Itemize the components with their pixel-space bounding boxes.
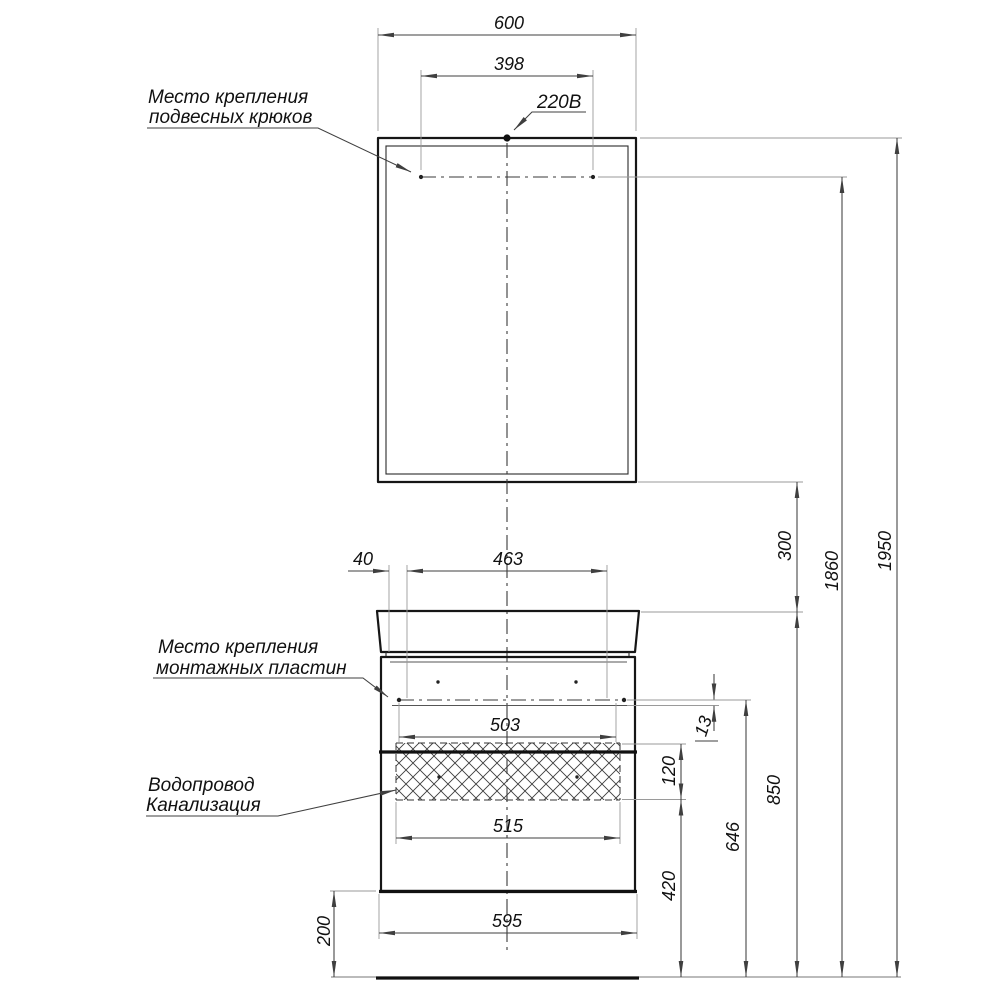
callout-hooks-line1: Место крепления <box>148 87 309 108</box>
dim-utility-zone-width-value: 515 <box>492 816 524 836</box>
dim-vanity-floor-gap <box>314 891 334 977</box>
plate-screw-left <box>436 680 439 683</box>
callout-power <box>514 92 586 130</box>
hook-point-left <box>419 175 423 179</box>
utility-zone <box>379 743 637 800</box>
dim-hook-spacing <box>421 54 593 76</box>
dim-utility-zone-height <box>659 744 681 800</box>
dim-hook-height-value: 1860 <box>822 550 842 592</box>
dim-plate-left-offset <box>348 549 389 571</box>
dim-total-height-value: 1950 <box>875 530 895 572</box>
dim-utility-zone-floor-offset <box>659 800 681 978</box>
dim-total-height <box>875 138 897 977</box>
dim-plate-line-floor-offset-value: 646 <box>723 821 743 853</box>
callout-plates-line2: монтажных пластин <box>156 658 347 679</box>
dim-plate-spacing-value: 463 <box>492 549 524 569</box>
callout-utilities-line2: Канализация <box>146 795 261 816</box>
callout-utilities <box>146 775 396 816</box>
dim-plate-zone-width-value: 503 <box>489 715 521 735</box>
dim-utility-zone-width <box>396 816 620 838</box>
floor <box>331 977 901 978</box>
dim-countertop-height <box>764 612 797 977</box>
dim-plate-left-offset-value: 40 <box>352 549 374 569</box>
dim-utility-zone-height-value: 120 <box>659 755 679 787</box>
utility-point-left <box>437 775 440 778</box>
dim-mirror-width-value: 600 <box>493 13 525 33</box>
plate-screw-right <box>574 680 577 683</box>
dim-mirror-to-vanity-gap-value: 300 <box>775 530 795 562</box>
dim-hook-spacing-value: 398 <box>493 54 525 74</box>
utility-point-right <box>575 775 578 778</box>
callout-hooks <box>147 87 411 172</box>
hook-point-right <box>591 175 595 179</box>
dim-plate-drop <box>691 674 718 741</box>
dim-vanity-width-value: 595 <box>491 911 523 931</box>
callout-hooks-leader <box>147 128 411 172</box>
plate-point-right <box>622 698 626 702</box>
plate-point-left <box>397 698 401 702</box>
dim-countertop-height-value: 850 <box>764 774 784 806</box>
dim-plate-zone-width <box>399 715 616 737</box>
callout-plates-leader <box>153 678 388 697</box>
callout-plates <box>153 637 388 697</box>
dim-plate-line-floor-offset <box>723 700 746 977</box>
dim-vanity-width <box>379 911 637 933</box>
callout-power-label: 220В <box>537 92 582 113</box>
washbasin-outline <box>377 611 639 652</box>
dim-mirror-to-vanity-gap <box>775 482 797 612</box>
callout-plates-line1: Место крепления <box>158 637 319 658</box>
callout-power-leader <box>514 112 586 130</box>
dim-mirror-width <box>378 13 636 35</box>
dim-utility-zone-floor-offset-value: 420 <box>659 870 679 902</box>
power-outlet-point <box>503 134 510 141</box>
callout-utilities-line1: Водопровод <box>148 775 255 796</box>
dim-vanity-floor-gap-value: 200 <box>314 915 334 947</box>
extension-lines <box>330 28 902 939</box>
callout-hooks-line2: подвесных крюков <box>149 107 313 128</box>
dim-plate-spacing <box>407 549 607 571</box>
dim-hook-height <box>822 177 842 977</box>
dim-plate-drop-value: 13 <box>690 713 716 739</box>
